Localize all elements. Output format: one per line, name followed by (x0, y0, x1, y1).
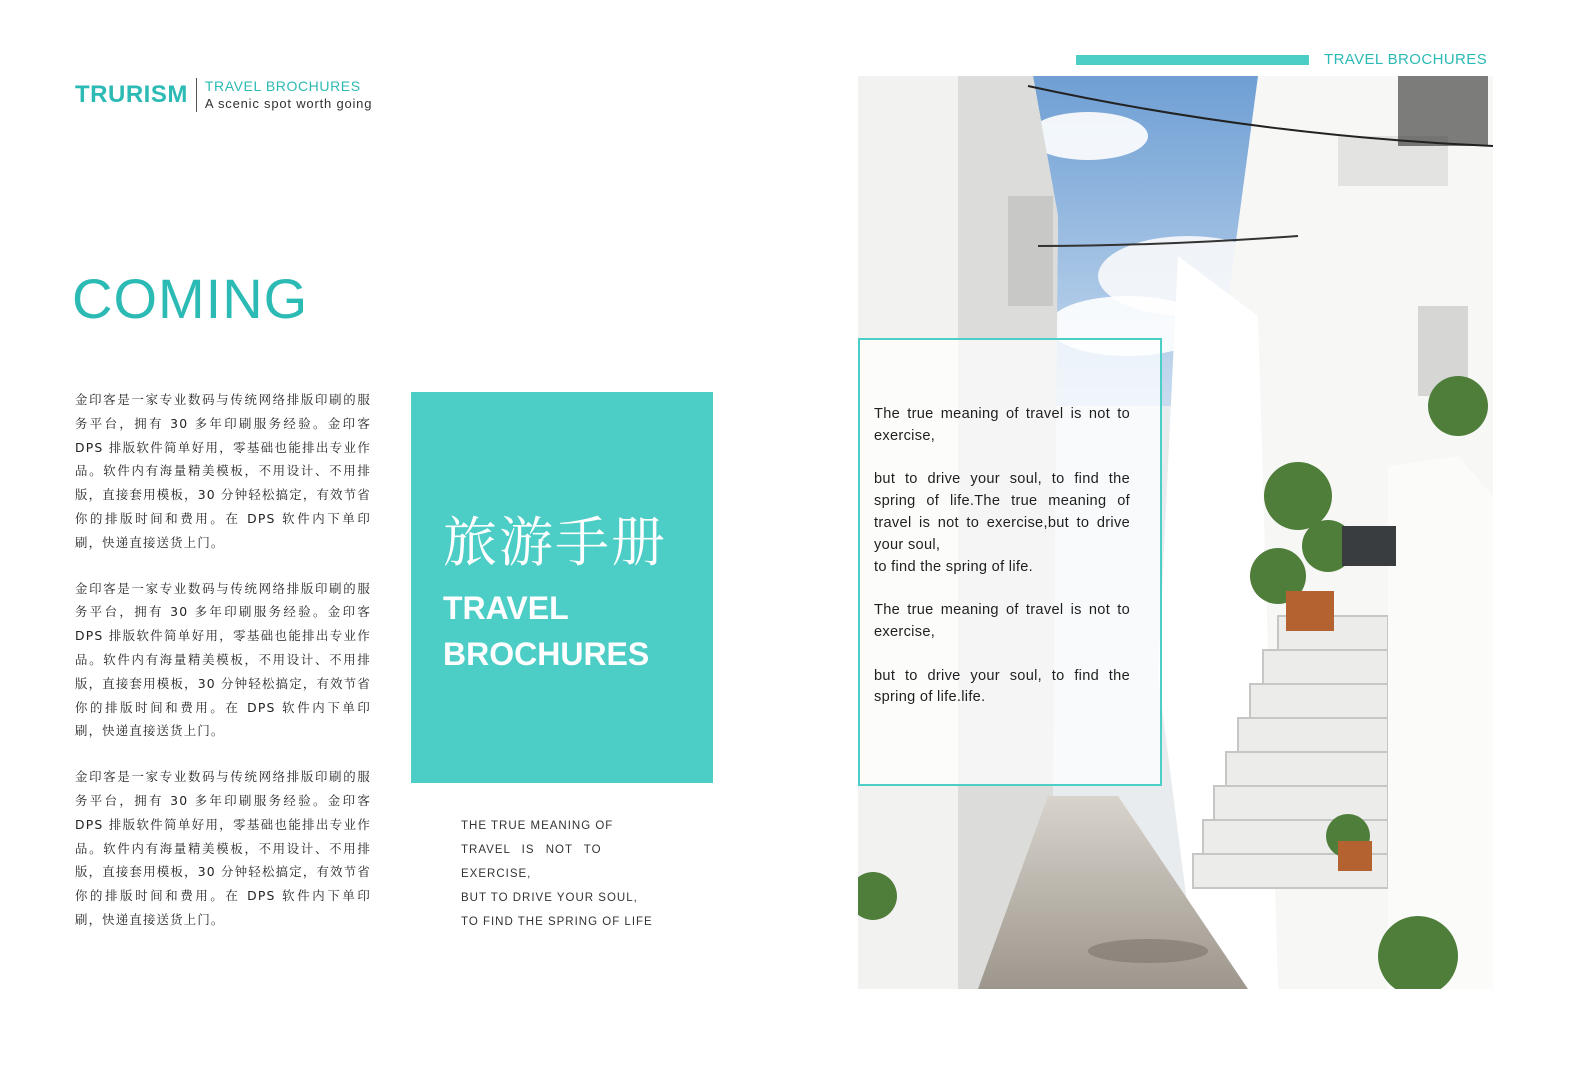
english-title-line: BROCHURES (443, 636, 650, 672)
overlay-paragraph: but to drive your soul, to find the spring of life.The true meaning of travel is not to exercise,but to drive your soul, to find the spring of life. (874, 471, 1130, 575)
overlay-paragraph: The true meaning of travel is not to exercise, (874, 602, 1130, 640)
quote-block (461, 814, 681, 934)
english-title-line: TRAVEL (443, 590, 569, 626)
quote-line: TO FIND THE SPRING OF LIFE (461, 916, 653, 928)
brand-tagline: A scenic spot worth going (204, 96, 373, 111)
body-paragraph: 金印客是一家专业数码与传统网络排版印刷的服务平台，拥有 30 多年印刷服务经验。金印客 DPS 排版软件简单好用，零基础也能排出专业作品。软件内有海量精美模板，不用设计、不用排版，直接套用模板，30 分钟轻松搞定，有效节省你的排版时间和费用。在 DPS 软件内下单印刷，快递直接送货上门。 (75, 769, 371, 927)
overlay-paragraph: The true meaning of travel is not to exercise, (874, 406, 1130, 444)
chinese-title: 旅游手册 (443, 511, 667, 574)
brand-subtitle-block (205, 78, 372, 112)
overlay-text (874, 404, 1130, 709)
brand-divider (196, 78, 197, 112)
accent-bar (1076, 55, 1309, 65)
english-title (443, 585, 703, 677)
page-label: TRAVEL BROCHURES (1324, 51, 1488, 68)
quote-line: TRAVEL IS NOT TO EXERCISE, (461, 844, 602, 880)
section-heading: COMING (72, 267, 309, 330)
brand-header (75, 78, 372, 112)
overlay-paragraph: but to drive your soul, to find the spring of life.life. (874, 667, 1130, 706)
quote-line: BUT TO DRIVE YOUR SOUL, (461, 892, 638, 904)
body-paragraphs (75, 388, 371, 954)
body-paragraph: 金印客是一家专业数码与传统网络排版印刷的服务平台，拥有 30 多年印刷服务经验。金印客 DPS 排版软件简单好用，零基础也能排出专业作品。软件内有海量精美模板，不用设计、不用排版，直接套用模板，30 分钟轻松搞定，有效节省你的排版时间和费用。在 DPS 软件内下单印刷，快递直接送货上门。 (75, 392, 371, 550)
quote-line: THE TRUE MEANING OF (461, 820, 614, 832)
body-paragraph: 金印客是一家专业数码与传统网络排版印刷的服务平台，拥有 30 多年印刷服务经验。金印客 DPS 排版软件简单好用，零基础也能排出专业作品。软件内有海量精美模板，不用设计、不用排版，直接套用模板，30 分钟轻松搞定，有效节省你的排版时间和费用。在 DPS 软件内下单印刷，快递直接送货上门。 (75, 580, 371, 739)
brand-subtitle: TRAVEL BROCHURES (204, 78, 361, 94)
brand-name: TRURISM (75, 81, 188, 108)
